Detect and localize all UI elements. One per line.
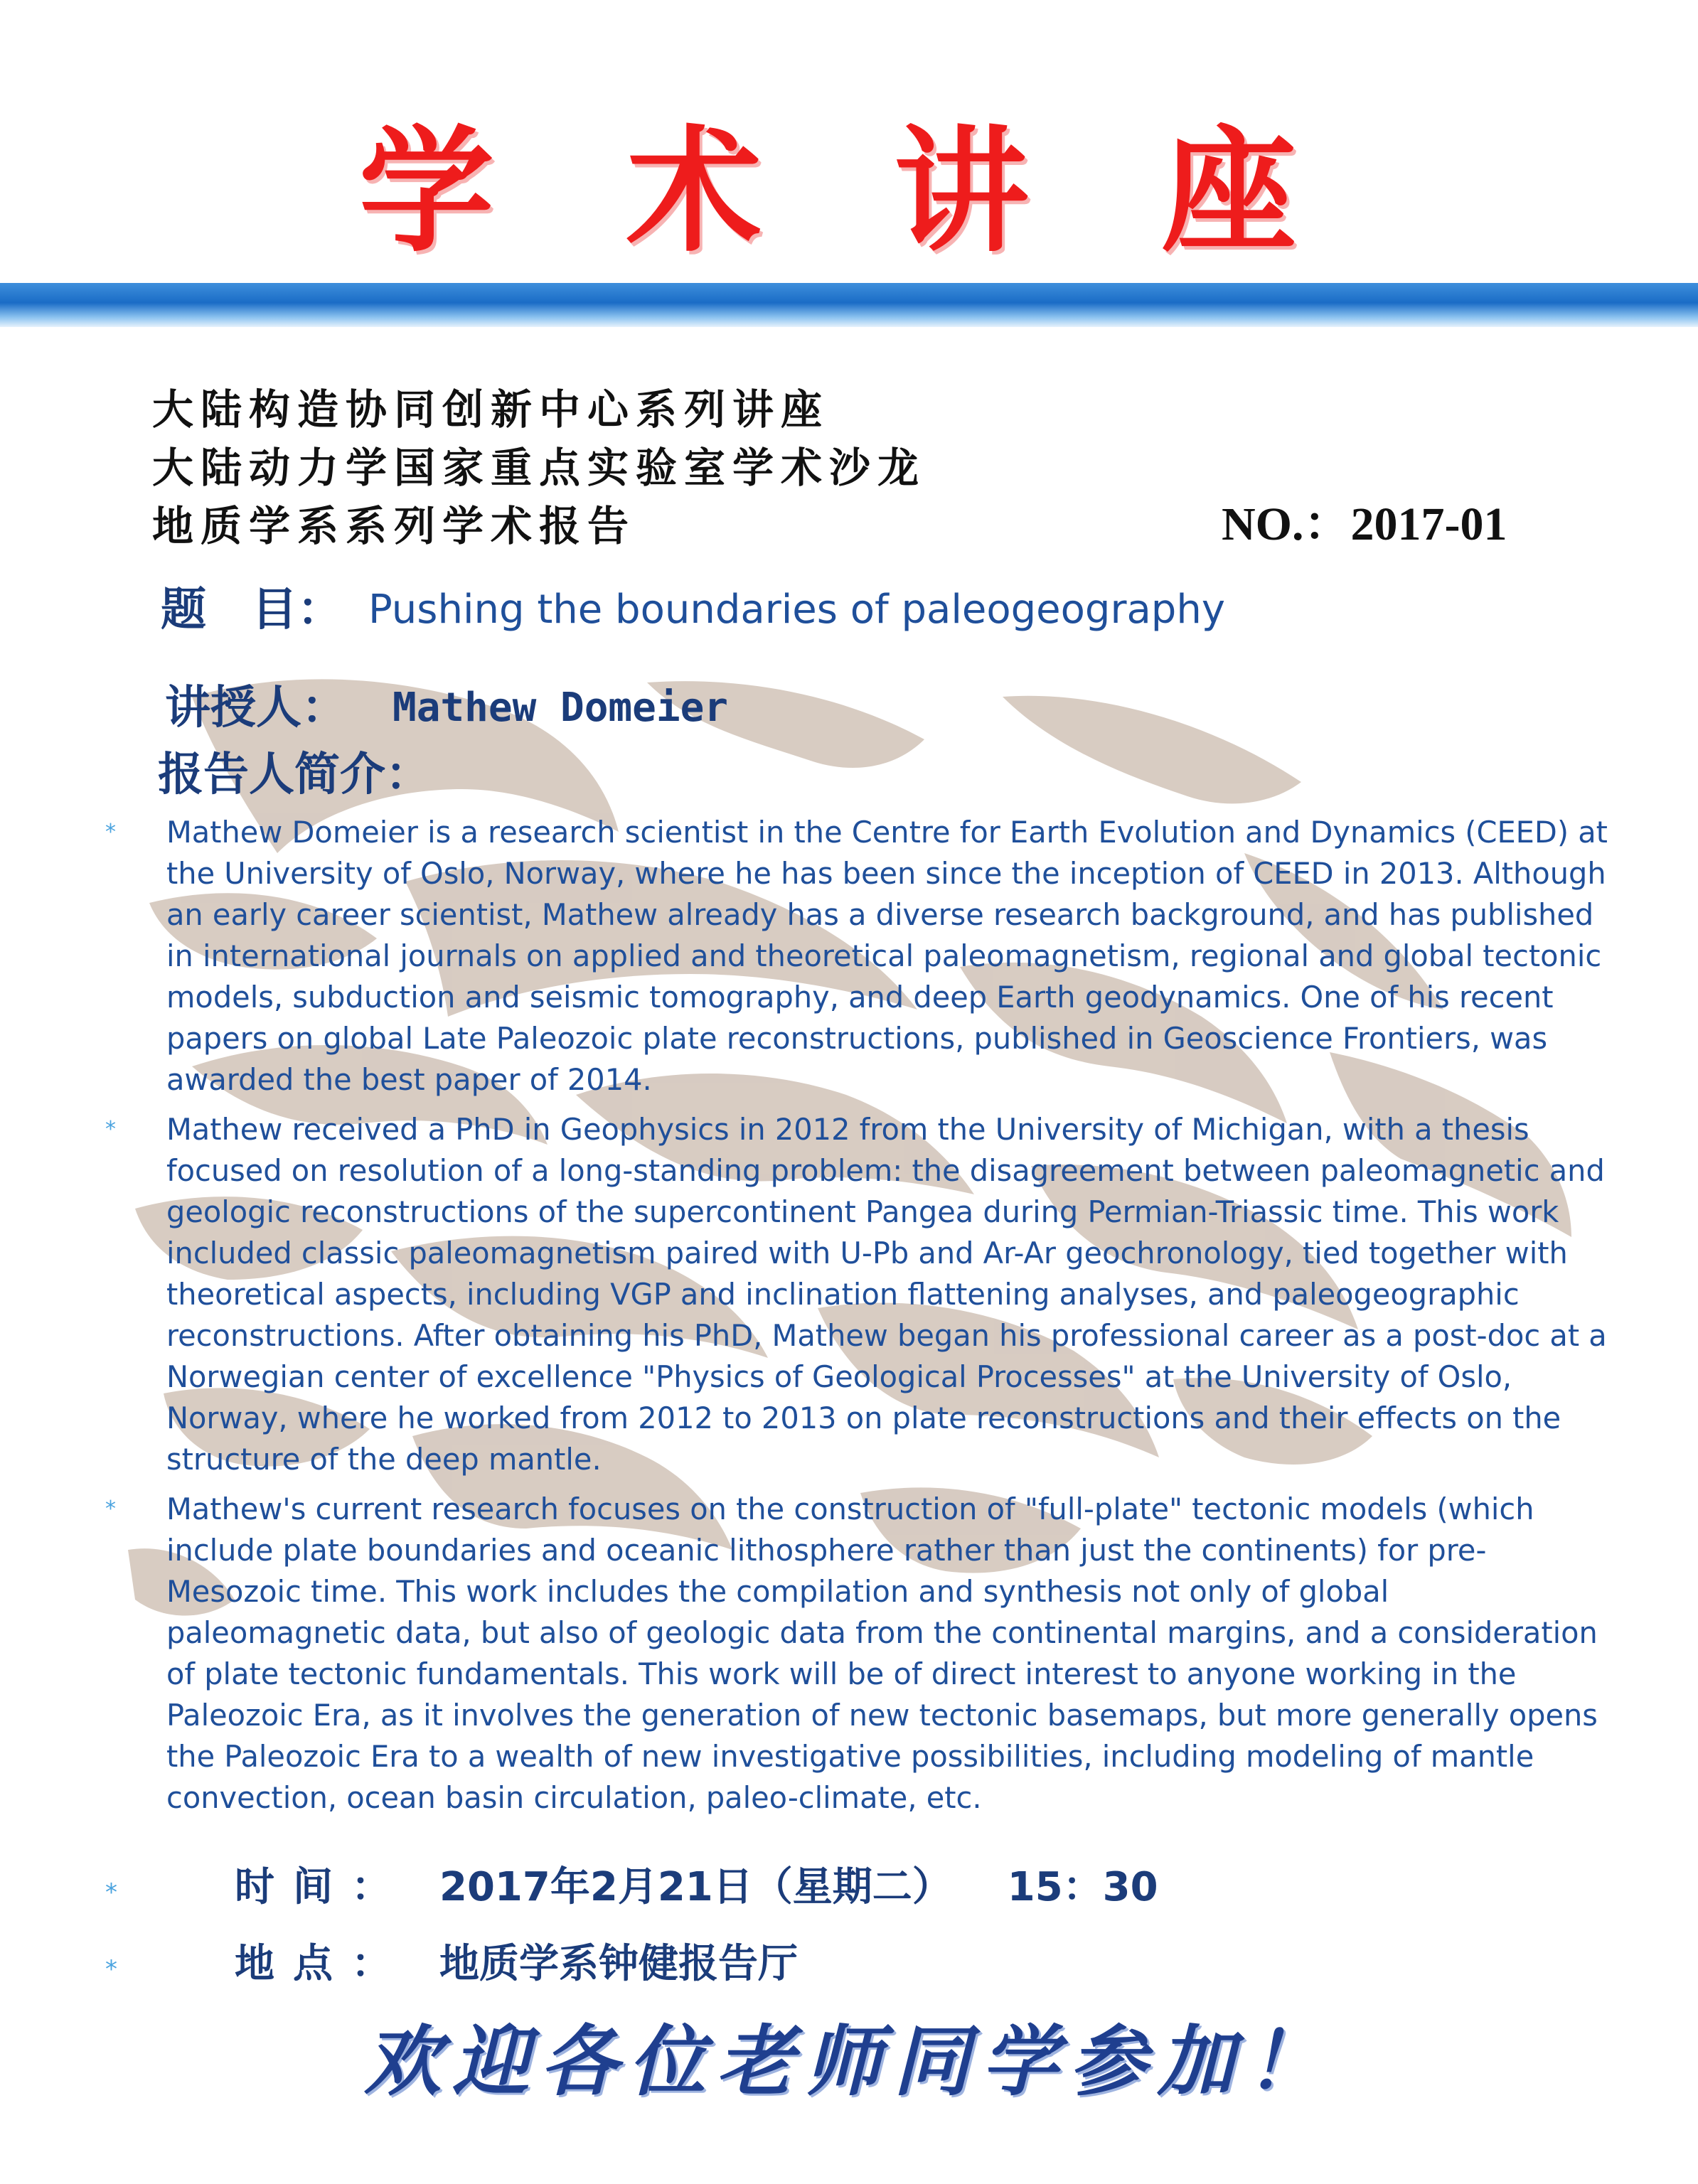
header-band <box>0 283 1698 327</box>
time-value: 2017年2月21日（星期二） 15：30 <box>439 1864 1158 1910</box>
series-line-2: 大陆动力学国家重点实验室学术沙龙 <box>152 444 927 492</box>
time-label: 时间： <box>235 1864 410 1910</box>
speaker-label: 讲授人： <box>165 682 347 734</box>
place-value: 地质学系钟健报告厅 <box>439 1941 798 1987</box>
speaker-name: Mathew Domeier <box>393 685 729 731</box>
place-row <box>0 1935 1698 1992</box>
bullet-star-icon: * <box>105 820 116 845</box>
time-row <box>0 1858 1698 1915</box>
list-item <box>0 812 1698 1101</box>
series-line-3: 地质学系系列学术报告 <box>152 502 636 550</box>
topic-text: Pushing the boundaries of paleogeography <box>368 587 1225 633</box>
list-item <box>0 1489 1698 1819</box>
place-label: 地点： <box>235 1941 410 1987</box>
bio-label: 报告人简介： <box>158 749 431 801</box>
bio-paragraph: Mathew's current research focuses on the construction of "full-plate" tectonic models (which include plate boundaries and oceanic lithosphere rather than just the continents) for pre-Mesozoic time. This work includes the compilation and synthesis not only of global paleomagnetic data, but also of geologic data from the continental margins, and a consideration of plate tectonic fundamentals. This work will be of direct interest to anyone working in the Paleozoic Era, as it involves the generation of new tectonic basemaps, but more generally opens the Paleozoic Era to a wealth of new investigative possibilities, including modeling of mantle convection, ocean basin circulation, paleo-climate, etc. <box>166 1492 1598 1815</box>
bio-paragraph: Mathew received a PhD in Geophysics in 2012 from the University of Michigan, with a thesis focused on resolution of a long-standing problem: the disagreement between paleomagnetic and geologic reconstructions of the supercontinent Pangea during Permian-Triassic time. This work included classic paleomagnetism paired with U-Pb and Ar-Ar geochronology, tied together with theoretical aspects, including VGP and inclination flattening analyses, and paleogeographic reconstructions. After obtaining his PhD, Mathew began his professional career as a post-doc at a Norwegian center of excellence "Physics of Geological Processes" at the University of Oslo, Norway, where he worked from 2012 to 2013 on plate reconstructions and their effects on the structure of the deep mantle. <box>166 1112 1607 1477</box>
welcome-text: 欢迎各位老师同学参加！ <box>363 2018 1334 2107</box>
bullet-star-icon: * <box>105 1955 117 1984</box>
series-line-1: 大陆构造协同创新中心系列讲座 <box>152 385 830 434</box>
bio-list <box>0 812 1698 1827</box>
bullet-star-icon: * <box>105 1878 117 1907</box>
lecture-number: NO.：2017-01 <box>1222 498 1507 550</box>
bullet-star-icon: * <box>105 1117 116 1142</box>
list-item <box>0 1109 1698 1480</box>
page-title: 学 术 讲 座 <box>358 113 1340 270</box>
bio-paragraph: Mathew Domeier is a research scientist in the Centre for Earth Evolution and Dynamics (CEED) at the University of Oslo, Norway, where he has been since the inception of CEED in 2013. Although an early career scientist, Mathew already has a diverse research background, and has published in international journals on applied and theoretical paleomagnetism, regional and global tectonic models, subduction and seismic tomography, and deep Earth geodynamics. One of his recent papers on global Late Paleozoic plate reconstructions, published in Geoscience Frontiers, was awarded the best paper of 2014. <box>166 815 1608 1097</box>
topic-label: 题 目： <box>161 584 343 636</box>
bullet-star-icon: * <box>105 1497 116 1521</box>
